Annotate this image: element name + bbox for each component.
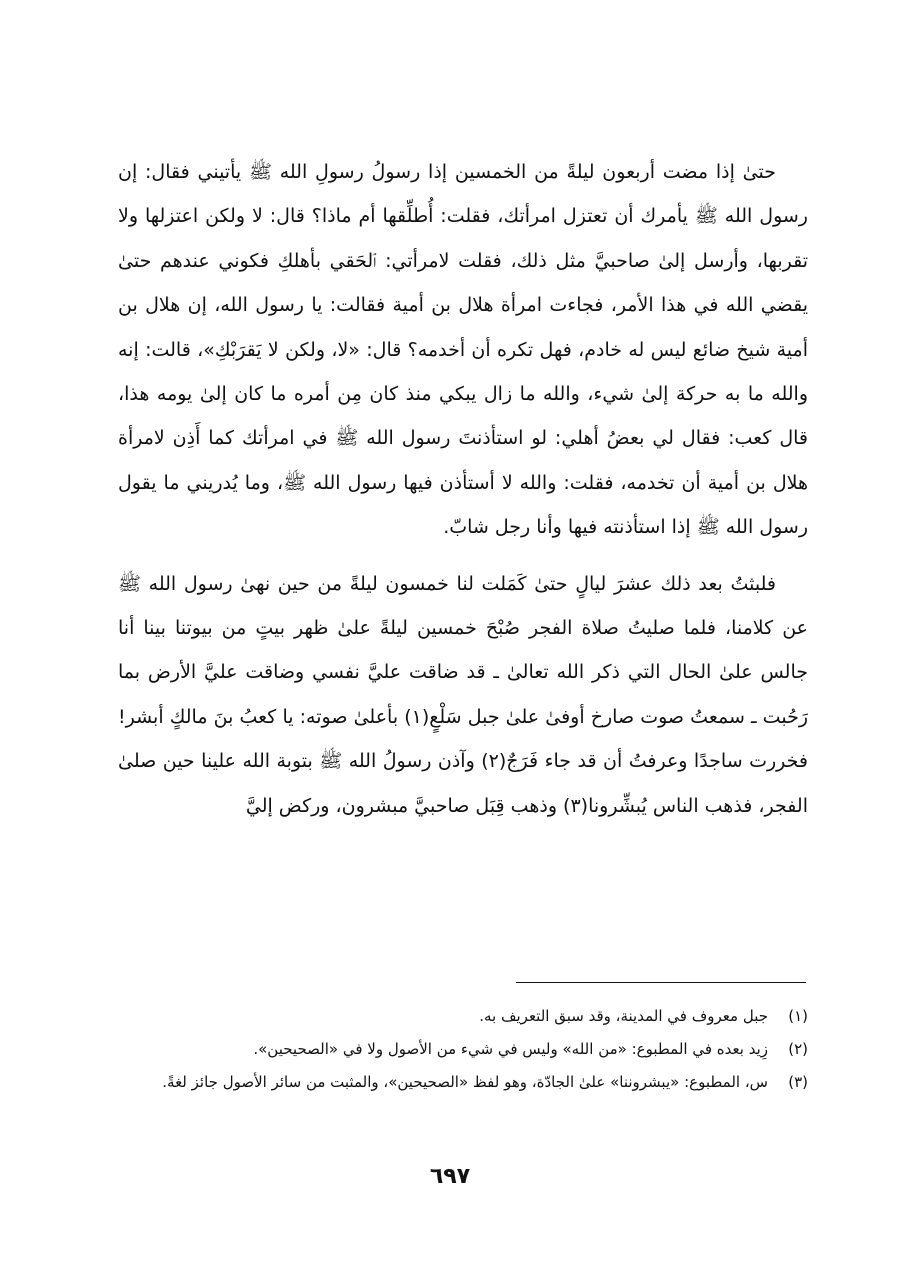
footnote-3 <box>118 1066 808 1099</box>
paragraph-2: فلبثتُ بعد ذلك عشرَ ليالٍ حتىٰ كَمَلت لنا خمسون ليلةً من حين نهىٰ رسول الله ﷺ عن كلامنا، فلما صليتُ صلاة الفجر صُبْحَ خمسين ليلةً علىٰ ظهر بيتٍ من بيوتنا بينا أنا جالس علىٰ الحال التي ذكر الله تعالىٰ ـ قد ضاقت عليَّ نفسي وضاقت عليَّ الأرض بما رَحُبت ـ سمعتُ صوت صارخ أوفىٰ علىٰ جبل سَلْعٍ(١) بأعلىٰ صوته: يا كعبُ بنَ مالكٍ أبشر! فخررت ساجدًا وعرفتُ أن قد جاء فَرَجٌ(٢) وآذن رسولُ الله ﷺ بتوبة الله علينا حين صلىٰ الفجر، فذهب الناس يُبشِّرونا(٣) وذهب قِبَل صاحبيَّ مبشرون، وركض إليَّ <box>118 572 808 817</box>
footnote-1 <box>118 1000 808 1033</box>
footnote-number: (٣) <box>788 1073 808 1091</box>
footnote-number: (٢) <box>788 1040 808 1058</box>
footnotes <box>118 1000 808 1099</box>
page-number: ٦٩٧ <box>429 1164 471 1189</box>
paragraph-1: حتىٰ إذا مضت أربعون ليلةً من الخمسين إذا رسولُ رسولِ الله ﷺ يأتيني فقال: إن رسول الله ﷺ يأمرك أن تعتزل امرأتك، فقلت: أُطلِّقها أم ماذا؟ قال: لا ولكن اعتزلها ولا تقربها، وأرسل إلىٰ صاحبيَّ مثل ذلك، فقلت لامرأتي: ٱلحَقي بأهلكِ فكوني عندهم حتىٰ يقضي الله في هذا الأمر، فجاءت امرأة هلال بن أمية فقالت: يا رسول الله، إن هلال بن أمية شيخ ضائع ليس له خادم، فهل تكره أن أخدمه؟ قال: «لا، ولكن لا يَقرَبْكِ»، قالت: إنه والله ما به حركة إلىٰ شيء، والله ما زال يبكي منذ كان مِن أمره ما كان إلىٰ يومه هذا، قال كعب: فقال لي بعضُ أهلي: لو استأذنتَ رسول الله ﷺ في امرأتك كما أَذِن لامرأة هلال بن أمية أن تخدمه، فقلت: والله لا أستأذن فيها رسول الله ﷺ، وما يُدريني ما يقول رسول الله ﷺ إذا استأذنته فيها وأنا رجل شابّ. <box>118 161 808 539</box>
footnote-separator <box>516 982 806 983</box>
main-text <box>118 150 808 828</box>
footnote-number: (١) <box>788 1007 808 1025</box>
footnote-text: زِيد بعده في المطبوع: «من الله» وليس في شيء من الأصول ولا في «الصحيحين». <box>253 1040 768 1058</box>
footnote-text: س، المطبوع: «يبشروننا» علىٰ الجادّة، وهو لفظ «الصحيحين»، والمثبت من سائر الأصول جائز لغةً. <box>162 1073 768 1091</box>
footnote-2 <box>118 1033 808 1066</box>
footnote-text: جبل معروف في المدينة، وقد سبق التعريف به. <box>479 1007 768 1025</box>
